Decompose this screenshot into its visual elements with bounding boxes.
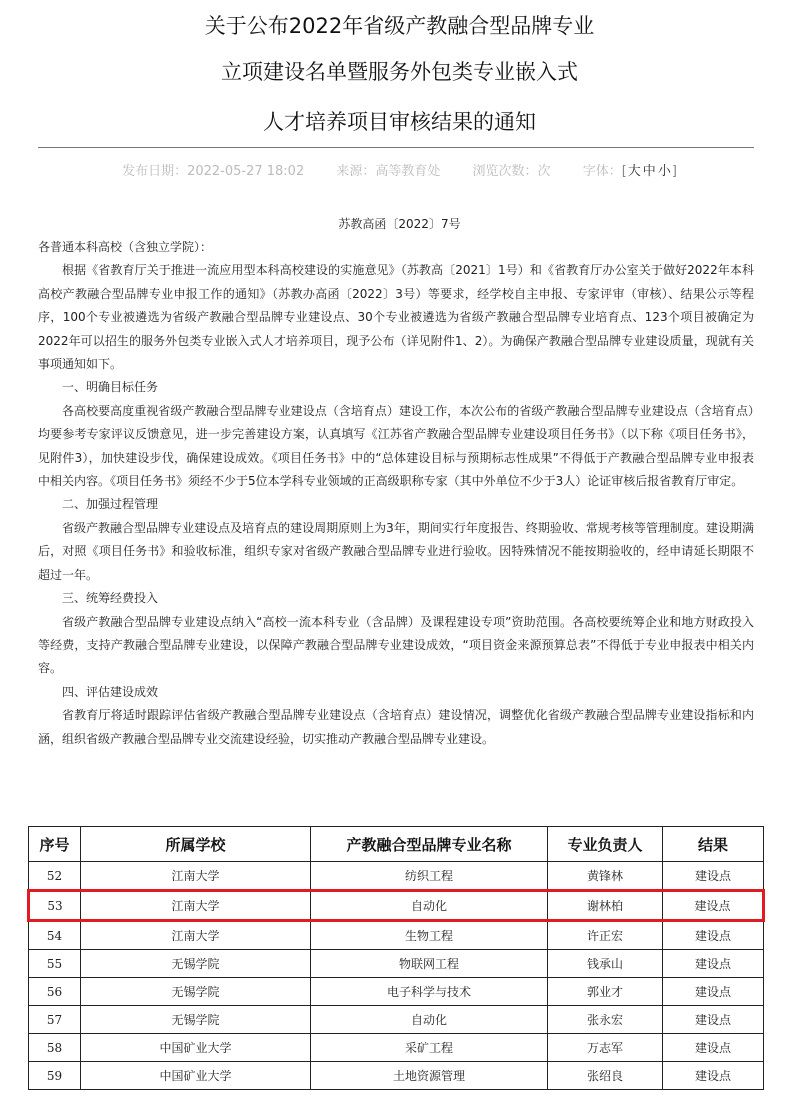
meta-bar: [0, 160, 799, 179]
cell-index: 53: [29, 891, 81, 921]
title-line-3: 人才培养项目审核结果的通知: [263, 110, 536, 134]
section-heading-2: 二、加强过程管理: [62, 497, 159, 512]
cell-school: 江南大学: [81, 921, 311, 950]
header-school: 所属学校: [81, 827, 311, 862]
cell-school: 江南大学: [81, 862, 311, 891]
paragraph-2: 省级产教融合型品牌专业建设点及培育点的建设周期原则上为3年，期间实行年度报告、终期验收、常规考核等管理制度。建设期满后，对照《项目任务书》和验收标准，组织专家对省级产教融合型品牌专业进行验收。因特殊情况不能按期验收的，经申请延长期限不超过一年。: [38, 520, 754, 582]
header-major: 产教融合型品牌专业名称: [311, 827, 548, 862]
cell-major: 纺织工程: [311, 862, 548, 891]
font-size-control: [583, 164, 677, 179]
paragraph-3: 省级产教融合型品牌专业建设点纳入“高校一流本科专业（含品牌）及课程建设专项”资助范围。各高校要统筹企业和地方财政投入等经费，支持产教融合型品牌专业建设，以保障产教融合型品牌专业建设成效，“项目资金来源预算总表”不得低于专业申报表中相关内容。: [38, 614, 754, 676]
cell-major: 物联网工程: [311, 950, 548, 978]
cell-lead: 张永宏: [548, 1006, 663, 1034]
cell-result: 建设点: [663, 891, 764, 921]
table-row: [29, 921, 764, 950]
cell-index: 56: [29, 978, 81, 1006]
font-size-label: 字体：: [582, 164, 622, 179]
cell-index: 59: [29, 1062, 81, 1090]
results-table: [27, 826, 765, 1090]
document-body: [38, 236, 754, 751]
source: 来源：高等教育处: [336, 164, 441, 179]
cell-school: 中国矿业大学: [81, 1034, 311, 1062]
cell-result: 建设点: [663, 862, 764, 891]
header-lead: 专业负责人: [548, 827, 663, 862]
font-size-medium[interactable]: 中: [642, 164, 656, 179]
section-heading-3: 三、统筹经费投入: [62, 591, 159, 606]
cell-lead: 谢林柏: [548, 891, 663, 921]
cell-lead: 万志军: [548, 1034, 663, 1062]
font-bracket-close: ]: [671, 164, 677, 179]
cell-result: 建设点: [663, 1062, 764, 1090]
cell-school: 无锡学院: [81, 978, 311, 1006]
publish-date: 发布日期：2022-05-27 18:02: [122, 164, 305, 179]
header-index: 序号: [29, 827, 81, 862]
cell-result: 建设点: [663, 950, 764, 978]
table-row-highlighted: [29, 891, 764, 921]
title-divider: [38, 147, 754, 148]
cell-lead: 钱承山: [548, 950, 663, 978]
table-row: [29, 1062, 764, 1090]
section-heading-1: 一、明确目标任务: [62, 380, 159, 395]
cell-result: 建设点: [663, 1034, 764, 1062]
cell-index: 54: [29, 921, 81, 950]
cell-major: 土地资源管理: [311, 1062, 548, 1090]
section-heading-4: 四、评估建设成效: [62, 684, 159, 699]
cell-lead: 黄锋林: [548, 862, 663, 891]
cell-school: 无锡学院: [81, 1006, 311, 1034]
table-row: [29, 978, 764, 1006]
cell-major: 生物工程: [311, 921, 548, 950]
table-row: [29, 1034, 764, 1062]
cell-index: 58: [29, 1034, 81, 1062]
font-size-large[interactable]: 大: [627, 164, 641, 179]
cell-index: 57: [29, 1006, 81, 1034]
header-result: 结果: [663, 827, 764, 862]
table-row: [29, 1006, 764, 1034]
cell-lead: 张绍良: [548, 1062, 663, 1090]
cell-school: 无锡学院: [81, 950, 311, 978]
paragraph-4: 省教育厅将适时跟踪评估省级产教融合型品牌专业建设点（含培育点）建设情况，调整优化省级产教融合型品牌专业建设指标和内涵，组织省级产教融合型品牌专业交流建设经验，切实推动产教融合型品牌专业建设。: [38, 708, 754, 746]
font-size-small[interactable]: 小: [657, 164, 671, 179]
salutation: 各普通本科高校（含独立学院）：: [38, 240, 213, 254]
paragraph-intro: 根据《省教育厅关于推进一流应用型本科高校建设的实施意见》（苏教高〔2021〕1号）和《省教育厅办公室关于做好2022年本科高校产教融合型品牌专业申报工作的通知》（苏教办高函〔2022〕3号）等要求，经学校自主申报、专家评审（审核）、结果公示等程序，100个专业被遴选为省级产教融合型品牌专业建设点、30个专业被遴选为省级产教融合型品牌专业培育点、123个项目被确定为2022年可以招生的服务外包类专业嵌入式人才培养项目，现予公布（详见附件1、2）。为确保产教融合型品牌专业建设质量，现就有关事项通知如下。: [38, 263, 754, 372]
cell-school: 江南大学: [81, 891, 311, 921]
cell-index: 55: [29, 950, 81, 978]
cell-result: 建设点: [663, 1006, 764, 1034]
table-header-row: [29, 827, 764, 862]
document-number: 苏教高函〔2022〕7号: [338, 217, 461, 231]
cell-result: 建设点: [663, 978, 764, 1006]
table-row: [29, 950, 764, 978]
cell-index: 52: [29, 862, 81, 891]
title-line-1: 关于公布2022年省级产教融合型品牌专业: [204, 14, 595, 38]
table-row: [29, 862, 764, 891]
cell-major: 采矿工程: [311, 1034, 548, 1062]
cell-result: 建设点: [663, 921, 764, 950]
cell-lead: 郭业才: [548, 978, 663, 1006]
cell-major: 自动化: [311, 891, 548, 921]
cell-major: 电子科学与技术: [311, 978, 548, 1006]
font-bracket-open: [: [621, 164, 627, 179]
paragraph-1: 各高校要高度重视省级产教融合型品牌专业建设点（含培育点）建设工作，本次公布的省级产教融合型品牌专业建设点（含培育点）均要参考专家评议反馈意见，进一步完善建设方案，认真填写《江苏省产教融合型品牌专业建设项目任务书》（以下称《项目任务书》，见附件3），加快建设步伐，确保建设成效。《项目任务书》中的“总体建设目标与预期标志性成果”不得低于产教融合型品牌专业申报表中相关内容。《项目任务书》须经不少于5位本学科专业领域的正高级职称专家（其中外单位不少于3人）论证审核后报省教育厅审定。: [38, 403, 754, 489]
cell-school: 中国矿业大学: [81, 1062, 311, 1090]
title-line-2: 立项建设名单暨服务外包类专业嵌入式: [221, 60, 578, 84]
cell-major: 自动化: [311, 1006, 548, 1034]
cell-lead: 许正宏: [548, 921, 663, 950]
view-count: 浏览次数：次: [472, 164, 551, 179]
